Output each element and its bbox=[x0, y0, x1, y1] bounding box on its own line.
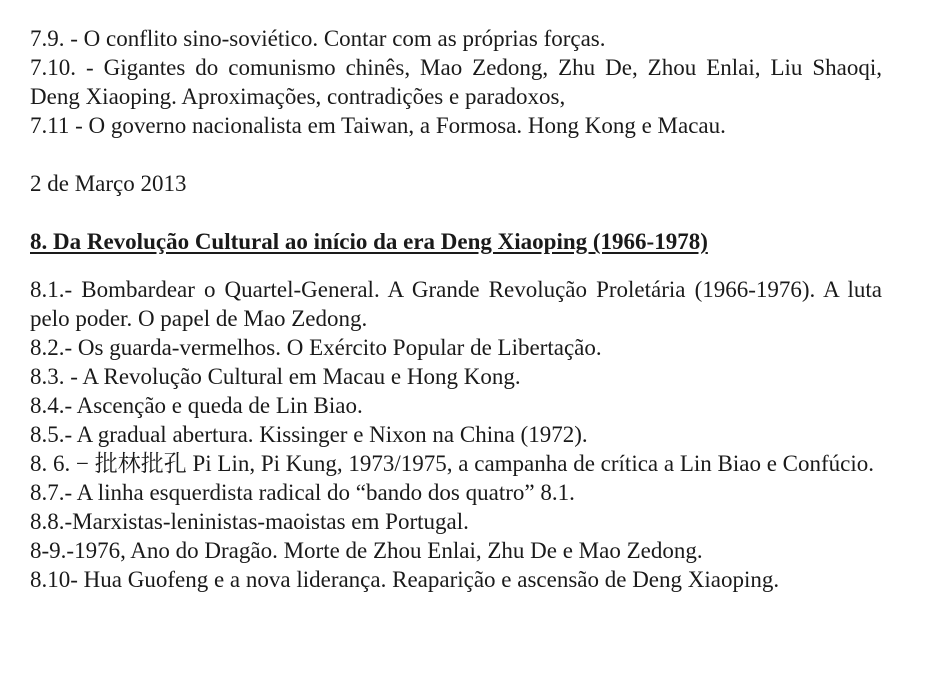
list-item: 7.11 - O governo nacionalista em Taiwan, a Formosa. Hong Kong e Macau. bbox=[30, 113, 726, 138]
list-item: 7.9. - O conflito sino-soviético. Contar com as próprias forças. bbox=[30, 26, 606, 51]
list-item: 8.1.- Bombardear o Quartel-General. A Grande Revolução Proletária (1966-1976). A luta pelo poder. O papel de Mao Zedong. bbox=[30, 277, 882, 331]
list-item: 8.4.- Ascenção e queda de Lin Biao. bbox=[30, 393, 363, 418]
date-line: 2 de Março 2013 bbox=[30, 171, 187, 196]
document-page bbox=[30, 24, 882, 594]
list-item: 7.10. - Gigantes do comunismo chinês, Mao Zedong, Zhu De, Zhou Enlai, Liu Shaoqi, Deng Xiaoping. Aproximações, contradições e paradoxos, bbox=[30, 55, 882, 109]
list-item: 8.2.- Os guarda-vermelhos. O Exército Popular de Libertação. bbox=[30, 335, 602, 360]
spacer bbox=[30, 140, 882, 169]
list-item: 8. 6. − 批林批孔 Pi Lin, Pi Kung, 1973/1975, a campanha de crítica a Lin Biao e Confúcio. bbox=[30, 451, 875, 476]
section-heading: 8. Da Revolução Cultural ao início da era Deng Xiaoping (1966-1978) bbox=[30, 229, 708, 254]
list-item: 8.3. - A Revolução Cultural em Macau e Hong Kong. bbox=[30, 364, 521, 389]
spacer bbox=[30, 256, 882, 275]
list-item: 8.5.- A gradual abertura. Kissinger e Nixon na China (1972). bbox=[30, 422, 588, 447]
list-item: 8-9.-1976, Ano do Dragão. Morte de Zhou Enlai, Zhu De e Mao Zedong. bbox=[30, 538, 703, 563]
list-item: 8.8.-Marxistas-leninistas-maoistas em Portugal. bbox=[30, 509, 469, 534]
spacer bbox=[30, 198, 882, 227]
list-item: 8.10- Hua Guofeng e a nova liderança. Reaparição e ascensão de Deng Xiaoping. bbox=[30, 567, 780, 592]
list-item: 8.7.- A linha esquerdista radical do “bando dos quatro” 8.1. bbox=[30, 480, 575, 505]
